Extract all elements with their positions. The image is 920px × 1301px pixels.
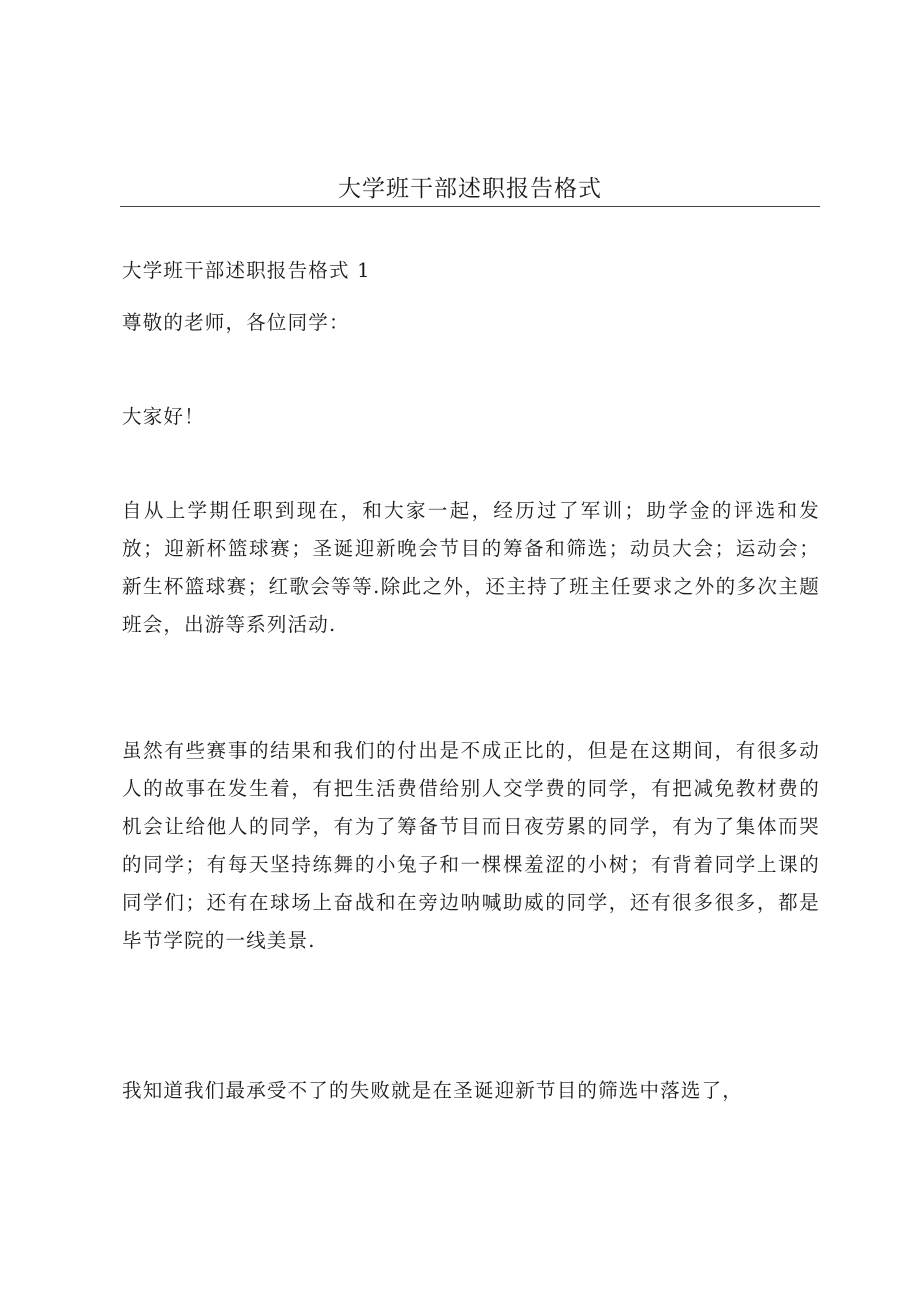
document-title: 大学班干部述职报告格式 [338,176,602,202]
greeting: 大家好！ [122,405,205,428]
paragraph-1: 自从上学期任职到现在，和大家一起，经历过了军训；助学金的评选和发放；迎新杯篮球赛；圣诞迎新晚会节目的筹备和筛选；动员大会；运动会；新生杯篮球赛；红歌会等等.除此之外，还主持了班主任要求之外的多次主题班会，出游等系列活动. [122,499,820,636]
title-underline [120,206,820,207]
paragraph-2: 虽然有些赛事的结果和我们的付出是不成正比的，但是在这期间，有很多动人的故事在发生着，有把生活费借给别人交学费的同学，有把减免教材费的机会让给他人的同学，有为了筹备节目而日夜劳累的同学，有为了集体而哭的同学；有每天坚持练舞的小兔子和一棵棵羞涩的小树；有背着同学上课的同学们；还有在球场上奋战和在旁边呐喊助威的同学，还有很多很多，都是毕节学院的一线美景. [122,739,820,952]
section-heading: 大学班干部述职报告格式 1 [122,259,371,282]
paragraph-3: 我知道我们最承受不了的失败就是在圣诞迎新节目的筛选中落选了， [122,1079,744,1102]
salutation: 尊敬的老师，各位同学： [122,311,350,334]
